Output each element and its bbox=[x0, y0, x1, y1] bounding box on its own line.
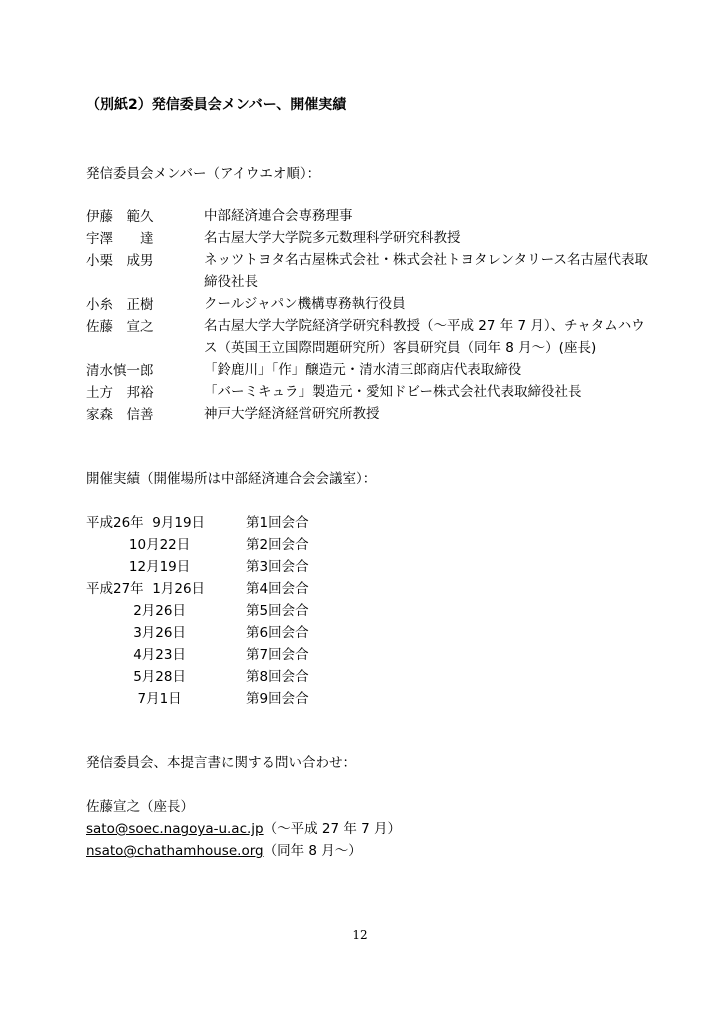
member-name: 宇澤 達 bbox=[86, 231, 154, 247]
meeting-date: 平成26年 9月19日 bbox=[86, 515, 206, 531]
meeting-row bbox=[86, 555, 386, 575]
meeting-date: 7月1日 bbox=[86, 691, 182, 707]
meeting-label: 第2回会合 bbox=[246, 537, 309, 553]
meeting-row bbox=[86, 621, 386, 641]
meeting-label: 第5回会合 bbox=[246, 603, 309, 619]
document-heading: （別紙2）発信委員会メンバー、開催実績 bbox=[86, 97, 347, 113]
meeting-row bbox=[86, 577, 386, 597]
member-role: 「バーミキュラ」製造元・愛知ドビー株式会社代表取締役社長 bbox=[204, 384, 582, 400]
meeting-row bbox=[86, 665, 386, 685]
member-name: 小栗 成男 bbox=[86, 253, 154, 269]
meeting-date: 10月22日 bbox=[86, 537, 191, 553]
member-role: 中部経済連合会専務理事 bbox=[204, 208, 353, 224]
member-name: 伊藤 範久 bbox=[86, 209, 154, 225]
meeting-date: 2月26日 bbox=[86, 603, 186, 619]
page-number: 12 bbox=[352, 928, 368, 942]
member-role: ネッツトヨタ名古屋株式会社・株式会社トヨタレンタリース名古屋代表取締役社長 bbox=[204, 252, 648, 290]
contact-section-title: 発信委員会、本提言書に関する問い合わせ： bbox=[86, 755, 356, 771]
meeting-date: 5月28日 bbox=[86, 669, 186, 685]
meeting-date: 平成27年 1月26日 bbox=[86, 581, 206, 597]
meetings-section-title: 開催実績（開催場所は中部経済連合会会議室）： bbox=[86, 471, 377, 487]
contact-email-line-1 bbox=[86, 817, 401, 837]
meeting-label: 第3回会合 bbox=[246, 559, 309, 575]
email2-note: （同年 8 月～） bbox=[263, 843, 362, 859]
meeting-row bbox=[86, 687, 386, 707]
member-role: 神戸大学経済経営研究所教授 bbox=[204, 406, 380, 422]
meeting-date: 3月26日 bbox=[86, 625, 186, 641]
member-name: 清水慎一郎 bbox=[86, 363, 154, 379]
email-link-chathamhouse[interactable]: nsato@chathamhouse.org bbox=[86, 843, 264, 859]
email-link-nagoya[interactable]: sato@soec.nagoya-u.ac.jp bbox=[86, 821, 264, 837]
meeting-label: 第1回会合 bbox=[246, 515, 309, 531]
member-name: 佐藤 宣之 bbox=[86, 319, 154, 335]
meeting-label: 第9回会合 bbox=[246, 691, 309, 707]
meeting-date: 4月23日 bbox=[86, 647, 186, 663]
member-name: 小糸 正樹 bbox=[86, 297, 154, 313]
meeting-label: 第7回会合 bbox=[246, 647, 309, 663]
member-name: 家森 信善 bbox=[86, 407, 154, 423]
meeting-row bbox=[86, 599, 386, 619]
contact-person: 佐藤宣之（座長） bbox=[86, 799, 194, 815]
members-section-title: 発信委員会メンバー（アイウエオ順）： bbox=[86, 166, 321, 182]
email1-note: （～平成 27 年 7 月） bbox=[263, 821, 402, 837]
member-name: 土方 邦裕 bbox=[86, 385, 154, 401]
member-role: 「鈴鹿川」「作」醸造元・清水清三郎商店代表取締役 bbox=[204, 362, 522, 378]
member-role: 名古屋大学大学院多元数理科学研究科教授 bbox=[204, 230, 461, 246]
meeting-row bbox=[86, 533, 386, 553]
meeting-date: 12月19日 bbox=[86, 559, 191, 575]
meeting-row bbox=[86, 511, 386, 531]
meeting-label: 第4回会合 bbox=[246, 581, 309, 597]
meeting-row bbox=[86, 643, 386, 663]
contact-email-line-2 bbox=[86, 839, 362, 859]
meeting-label: 第6回会合 bbox=[246, 625, 309, 641]
member-role: クールジャパン機構専務執行役員 bbox=[204, 296, 406, 312]
meeting-label: 第8回会合 bbox=[246, 669, 309, 685]
member-role: 名古屋大学大学院経済学研究科教授（～平成 27 年 7 月）、チャタムハウス（英国王立国際問題研究所）客員研究員（同年 8 月～）(座長) bbox=[204, 318, 645, 356]
